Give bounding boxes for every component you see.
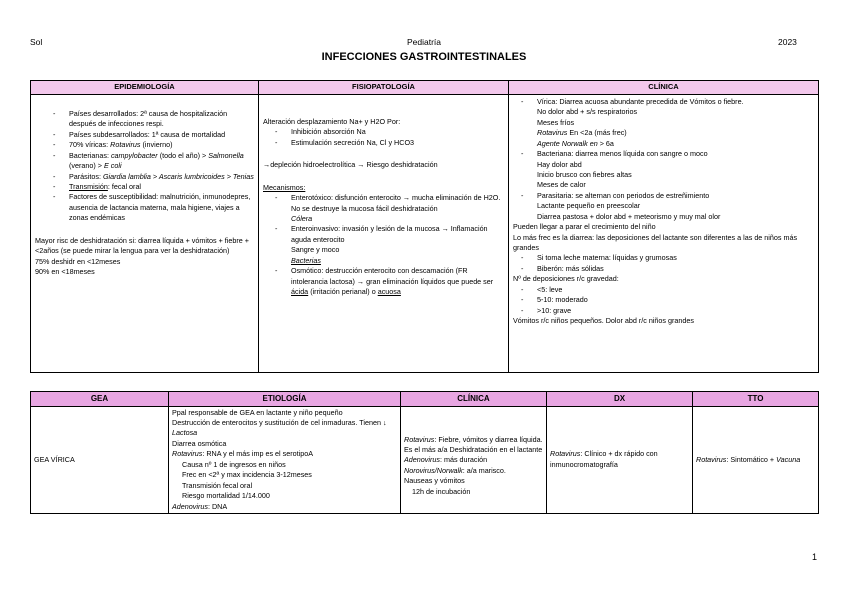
clinica-cell [509, 94, 819, 372]
list-item: - Países desarrollados: 2ª causa de hospitalización después de infecciones respi. [35, 109, 254, 130]
pct-line-2: 90% en <18meses [35, 267, 95, 276]
lactancia-list [503, 253, 814, 274]
page-number: 1 [812, 552, 818, 562]
list-item: - Osmótico: destrucción enterocito con descamación (FR intolerancia lactosa) → gran eliminación líquidos que puede ser ácida (irritación perianal) o acuosa [257, 266, 504, 297]
clinica-line: 12h de incubación [412, 486, 471, 496]
list-item: - Parasitaria: se alternan con periodos de estreñimiento Lactante pequeño en preescolar Diarrea pastosa + dolor abd + meteorismo y muy mal olor [503, 191, 814, 222]
header-fisiopatologia: FISIOPATOLOGÍA [259, 81, 509, 95]
clinica-line: Nauseas y vómitos [404, 476, 465, 486]
gea-header-row [31, 392, 819, 407]
etiologia-sub: Causa nº 1 de ingresos en niños [182, 459, 286, 469]
masfrec-text: Lo más frec es la diarrea: las deposiciones del lactante son diferentes a las de niños más grandes [513, 232, 798, 252]
deplecion-text: →depleción hidroelectrolítica → Riesgo deshidratación [263, 160, 438, 170]
summary-header-row [31, 81, 819, 95]
header-dx: DX [547, 392, 693, 407]
header-clinica: CLÍNICA [509, 81, 819, 95]
etiologia-cell [169, 406, 401, 513]
header-tto: TTO [693, 392, 819, 407]
header-left: Sol [30, 37, 43, 47]
list-item: - 70% víricas: Rotavirus (invierno) [35, 140, 254, 150]
pct-line-1: 75% deshidr en <12meses [35, 256, 121, 266]
header-clinica-gea: CLÍNICA [401, 392, 547, 407]
pueden-text: Pueden llegar a parar el crecimiento del niño [513, 222, 656, 232]
clinica-line: Adenovirus: más duración [404, 455, 488, 465]
header-right: 2023 [778, 37, 797, 47]
list-item: - Biberón: más sólidas [503, 264, 814, 274]
mecanismos-heading: Mecanismos: [263, 182, 306, 192]
list-item: - Enteroinvasivo: invasión y lesión de la mucosa → Inflamación aguda enterocito Sangre y moco Bacterias [257, 224, 504, 266]
epidemiologia-list [35, 109, 254, 224]
alteracion-text: Alteración desplazamiento Na+ y H2O Por: [263, 116, 401, 126]
etiologia-line: Destrucción de enterocitos y sustitución de cel inmaduras. Tienen ↓ Lactosa [172, 418, 387, 438]
alteracion-list [257, 127, 504, 148]
summary-table [30, 80, 819, 373]
etiologia-line: Diarrea osmótica [172, 438, 227, 448]
etiologia-line: Adenovirus: DNA [172, 501, 228, 511]
list-item: - Bacteriana: diarrea menos líquida con sangre o moco Hay dolor abd Inicio brusco con fiebres altas Meses de calor [503, 149, 814, 191]
clinica-line: Norovirus/Norwalk: a/a marisco. [404, 465, 506, 475]
list-item: - Transmisión: fecal oral [35, 182, 254, 192]
list-item: - Enterotóxico: disfunción enterocito → mucha eliminación de H2O. No se destruye la mucosa fácil deshidratación Cólera [257, 193, 504, 224]
gravedad-list [503, 285, 814, 316]
list-item: - Factores de susceptibilidad: malnutrición, inmunodepres, ausencia de lactancia materna, mala higiene, viajes a zonas endémicas [35, 192, 254, 223]
clinica-gea-cell [401, 406, 547, 513]
gea-virica-row [31, 406, 819, 513]
vomitos-text: Vómitos r/c niños pequeños. Dolor abd r/c niños grandes [513, 316, 694, 326]
etiologia-line: Ppal responsable de GEA en lactante y niño pequeño [172, 407, 343, 417]
header-center: Pediatría [406, 37, 442, 47]
header-epidemiologia: EPIDEMIOLOGÍA [31, 81, 259, 95]
clinica-line: Rotavirus: Fiebre, vómitos y diarrea líquida. Es el más a/a Deshidratación en el lactante [404, 434, 543, 455]
etiologia-sub: Frec en <2ª y max incidencia 3-12meses [182, 470, 312, 480]
list-item: - <5: leve [503, 285, 814, 295]
list-item: - Países subdesarrollados: 1ª causa de mortalidad [35, 130, 254, 140]
list-item: - Inhibición absorción Na [257, 127, 504, 137]
riesgo-text: Mayor risc de deshidratación si: diarrea líquida + vómitos + fiebre + <2años (se puede mirar la lengua para ver la deshidratación) [35, 235, 249, 256]
deposiciones-text: Nº de deposiciones r/c gravedad: [513, 274, 619, 284]
etiologia-sub: Transmisión fecal oral [182, 480, 253, 490]
page-title: INFECCIONES GASTROINTESTINALES [321, 51, 527, 63]
etiologia-line: Rotavirus: RNA y el más imp es el serotipoA [172, 449, 314, 459]
gea-virica-label: GEA VÍRICA [31, 406, 169, 513]
list-item: - 5-10: moderado [503, 295, 814, 305]
tto-cell: Rotavirus: Sintomático + Vacuna [693, 406, 819, 513]
gea-table [30, 391, 819, 514]
header-etiologia: ETIOLOGÍA [169, 392, 401, 407]
etiologia-sub: Riesgo mortalidad 1/14.000 [182, 491, 270, 501]
clinica-list [503, 97, 814, 222]
list-item: - Bacterianas: campylobacter (todo el año) > Salmonella (verano) > E coli [35, 151, 254, 172]
list-item: - Vírica: Diarrea acuosa abundante precedida de Vómitos o fiebre. No dolor abd + s/s respiratorios Meses fríos Rotavirus En <2a (más frec) Agente Norwalk en > 6a [503, 97, 814, 149]
epidemiologia-cell [31, 94, 259, 372]
list-item: - Si toma leche materna: líquidas y grumosas [503, 253, 814, 263]
dx-cell: Rotavirus: Clínico + dx rápido con inmunocromatografía [547, 406, 693, 513]
mecanismos-list [257, 193, 504, 297]
summary-body-row [31, 94, 819, 372]
list-item: - >10: grave [503, 306, 814, 316]
list-item: - Estimulación secreción Na, Cl y HCO3 [257, 138, 504, 148]
header-gea: GEA [31, 392, 169, 407]
fisiopatologia-cell [259, 94, 509, 372]
list-item: - Parásitos: Giardia lamblia > Ascaris lumbricoides > Tenias [35, 172, 254, 182]
